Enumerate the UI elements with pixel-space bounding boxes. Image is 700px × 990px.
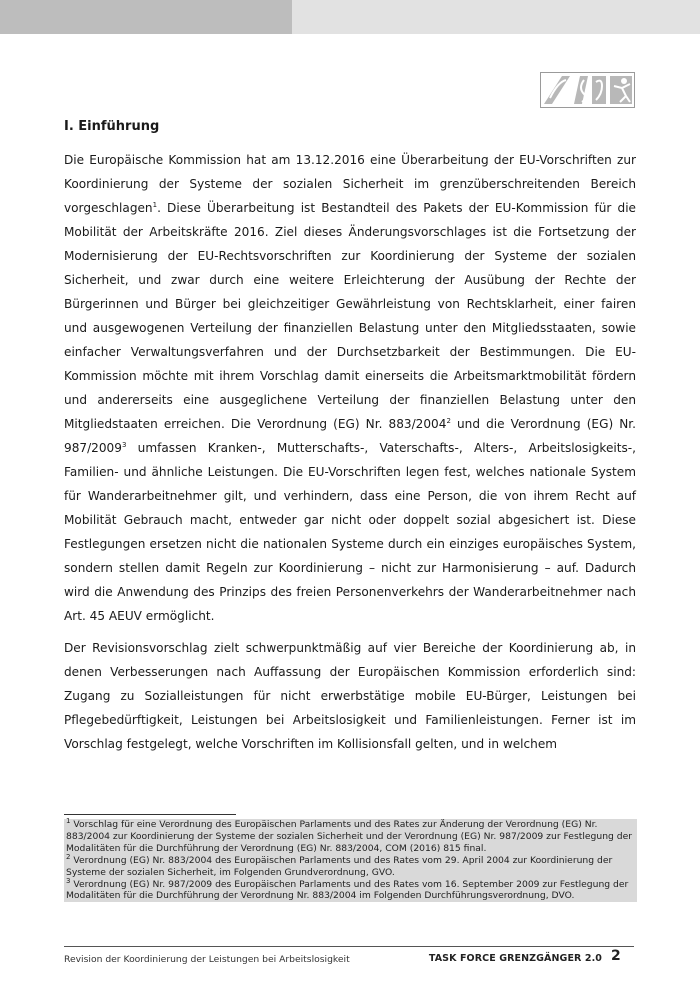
- header-bar-dark: [0, 0, 292, 34]
- footnote-1: [66, 816, 636, 855]
- footnote-3: [66, 876, 636, 903]
- footnote-ref-1[interactable]: 1: [152, 200, 158, 209]
- task-force-logo-icon: [540, 72, 635, 108]
- footnote-text: Verordnung (EG) Nr. 883/2004 des Europäischen Parlaments und des Rates vom 29. April 2004 zur Koordinierung der Systeme der sozialen Sicherheit, im Folgenden Grundverordnung, GVO.: [66, 854, 613, 878]
- footnote-number: 3: [66, 876, 71, 885]
- footnote-divider: [64, 814, 236, 815]
- section-heading: I. Einführung: [64, 119, 160, 134]
- page-number: 2: [611, 948, 621, 964]
- paragraph-revision: Der Revisionsvorschlag zielt schwerpunktmäßig auf vier Bereiche der Koordinierung ab, in denen Verbesserungen nach Auffassung der Europäischen Kommission erforderlich sind: Zugang zu Sozialleistungen für nicht erwerbstätige mobile EU-Bürger, Leistungen bei Pflegebedürftigkeit, Leistungen bei Arbeitslosigkeit und Familienleistungen. Ferner ist im Vorschlag festgelegt, welche Vorschriften im Kollisionsfall gelten, und in welchem: [64, 641, 636, 751]
- footnote-2: [66, 852, 636, 879]
- footnote-number: 2: [66, 852, 71, 861]
- footer-organization: TASK FORCE GRENZGÄNGER 2.0: [428, 953, 602, 964]
- footer-divider: [64, 946, 634, 947]
- main-content: [64, 118, 636, 764]
- footnote-text: Verordnung (EG) Nr. 987/2009 des Europäischen Parlaments und des Rates vom 16. September 2009 zur Festlegung der Modalitäten für die Durchführung der Verordnung Nr. 883/2004 im Folgenden Durchführungsverordnung, DVO.: [66, 878, 629, 902]
- footnote-ref-3[interactable]: 3: [121, 440, 127, 449]
- footer-document-title: Revision der Koordinierung der Leistungen bei Arbeitslosigkeit: [64, 954, 350, 965]
- paragraph-intro: [64, 148, 636, 628]
- paragraph-intro-part4: umfassen Kranken-, Mutterschafts-, Vaterschafts-, Alters-, Arbeitslosigkeits-, Familien- und ähnliche Leistungen. Die EU-Vorschriften legen fest, welches nationale System für Wanderarbeitnehmer gilt, und verhindern, dass eine Person, die von ihrem Recht auf Mobilität Gebrauch macht, entweder gar nicht oder doppelt sozial abgesichert ist. Diese Festlegungen ersetzen nicht die nationalen Systeme durch ein einziges europäisches System, sondern stellen damit Regeln zur Koordinierung – nicht zur Harmonisierung – auf. Dadurch wird die Anwendung des Prinzips des freien Personenverkehrs der Wanderarbeitnehmer nach Art. 45 AEUV ermöglicht.: [64, 441, 636, 623]
- paragraph-intro-part1: Die Europäische Kommission hat am 13.12.2016 eine Überarbeitung der EU-Vorschriften zur Koordinierung der Systeme der sozialen Sicherheit im grenzüberschreitenden Bereich vorgeschlagen: [64, 153, 636, 215]
- paragraph-intro-part2: . Diese Überarbeitung ist Bestandteil des Pakets der EU-Kommission für die Mobilität der Arbeitskräfte 2016. Ziel dieses Änderungsvorschlages ist die Fortsetzung der Modernisierung der EU-Rechtsvorschriften zur Koordinierung der Systeme der sozialen Sicherheit, und zwar durch eine weitere Erleichterung der Ausübung der Rechte der Bürgerinnen und Bürger bei gleichzeitiger Gewährleistung von Rechtsklarheit, einer fairen und ausgewogenen Verteilung der finanziellen Belastung unter den Mitgliedsstaaten, sowie einfacher Verwaltungsverfahren und der Durchsetzbarkeit der Bestimmungen. Die EU-Kommission möchte mit ihrem Vorschlag damit einerseits die Arbeitsmarktmobilität fördern und andererseits eine ausgeglichene Verteilung der finanziellen Belastung unter den Mitgliedstaaten erreichen. Die Verordnung (EG) Nr. 883/2004: [64, 201, 636, 431]
- footnote-number: 1: [66, 816, 71, 825]
- paragraph-intro-part3: und die Verordnung (EG) Nr. 987/2009: [64, 417, 636, 455]
- footnote-ref-2[interactable]: 2: [446, 416, 451, 425]
- header-bar-light: [292, 0, 700, 34]
- footnote-text: Vorschlag für eine Verordnung des Europäischen Parlaments und des Rates zur Änderung der Verordnung (EG) Nr. 883/2004 zur Koordinierung der Systeme der sozialen Sicherheit und der Verordnung (EG) Nr. 987/2009 zur Festlegung der Modalitäten für die Durchführung der Verordnung (EG) Nr. 883/2004, COM (2016) 815 final.: [66, 819, 633, 854]
- footnotes-block: [64, 816, 637, 902]
